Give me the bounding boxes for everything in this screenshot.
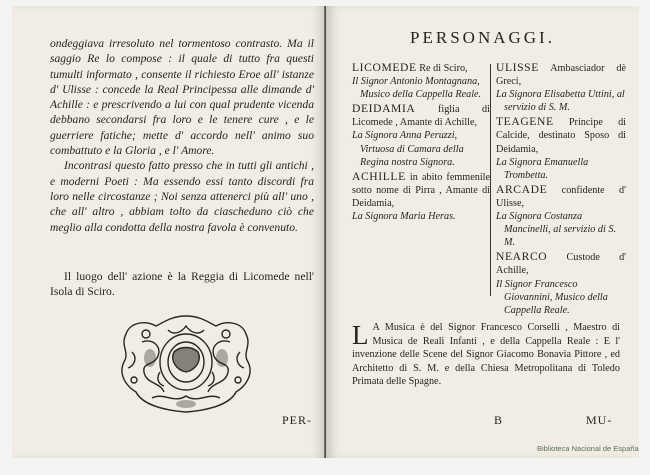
- role-name: [496, 115, 626, 155]
- drop-cap: L: [352, 320, 369, 350]
- role-caps: LICOMEDE: [352, 61, 417, 74]
- cast-entry: [496, 61, 626, 114]
- singer-name: Il Signor Antonio Montagnana, Musico della Cappella Reale.: [352, 76, 482, 101]
- role-description: Principe di Calcide, destinato Sposo di Deidamia,: [496, 117, 626, 155]
- page-title: PERSONAGGI.: [410, 28, 555, 47]
- singer-name: La Signora Emanuella Trombetta.: [496, 156, 589, 181]
- role-name: [352, 102, 490, 129]
- role-caps: ULISSE: [496, 61, 539, 74]
- catchword-right: MU-: [586, 413, 613, 427]
- role-name: [496, 183, 626, 210]
- paragraph-2: Incontrasi questo fatto presso che in tutti gli antichi , e moderni Poeti : Ma essendo essi tanto discordi fra loro nelle circostanze ; Noi senza attenerci più all' uno , che all' altro , abbiam tolto da ciascheduno ciò che meglio alla condotta della nostra favola è convenuto.: [50, 159, 314, 234]
- role-description: Custode d' Achille,: [496, 252, 626, 277]
- singer-name: La Signora Elisabetta Uttini, al servizio di S. M.: [496, 89, 625, 114]
- narrative-text: [50, 36, 314, 235]
- left-page: [12, 6, 326, 458]
- singer-name: La Signora Maria Heras.: [352, 211, 456, 223]
- catchword-left: PER-: [282, 413, 313, 427]
- role-description: Ambasciador dè Greci,: [496, 63, 626, 88]
- role-name: [352, 61, 490, 75]
- role-name: [496, 250, 626, 277]
- role-description: Re di Sciro,: [416, 63, 468, 74]
- role-caps: DEIDAMIA: [352, 102, 416, 116]
- role-caps: NEARCO: [496, 250, 548, 264]
- role-description: in abito femmenile sotto nome di Pirra , Amante di Deidamia,: [352, 171, 490, 209]
- setting-text: Il luogo dell' azione è la Reggia di Licomede nell' Isola di Sciro.: [50, 270, 314, 299]
- role-description: confidente d' Ulisse,: [496, 184, 626, 209]
- role-caps: ARCADE: [496, 182, 548, 196]
- ornament-vignette: [112, 312, 260, 416]
- cast-entry: [496, 250, 626, 316]
- credits-paragraph: [352, 321, 620, 389]
- role-caps: ACHILLE: [352, 169, 406, 183]
- cast-column-left: [352, 61, 490, 224]
- paragraph-1: ondeggiava irresoluto nel tormentoso contrasto. Ma il saggio Re lo compose : il quale di tutto fra questi tumulti informato , consente il richiesto Eroe all' istanze d' Ulisse : concede la Real Principessa alle dimande d' Achille : e prescrivendo a lui con qual prudente vicenda debbano secondarsi fra loro e le tenere cure , e le guerriere fatiche; mette d' accordo nell' animo suo combattuto e la Gloria , e l' Amore.: [50, 37, 314, 158]
- cast-entry: [496, 115, 626, 181]
- column-divider: [490, 64, 491, 296]
- cast-entry: [352, 170, 490, 223]
- role-caps: TEAGENE: [496, 115, 554, 129]
- cast-entry: [352, 102, 490, 168]
- signature-mark: B: [494, 413, 504, 427]
- cast-column-right: [496, 61, 626, 318]
- credits-text: A Musica è del Signor Francesco Corselli , Maestro di Musica de Reali Infanti , e della Cappella Reale : E l' invenzione delle Scene del Signor Giacomo Bonavia Pittore , ed Architetto di S. M. e della Chiesa Metropolitana di Toledo Primata delle Spagne.: [352, 322, 620, 388]
- cast-entry: [352, 61, 490, 101]
- role-name: [352, 170, 490, 210]
- role-name: [496, 61, 626, 88]
- singer-name: La Signora Anna Peruzzi, Virtuosa di Camara della Regina nostra Signora.: [352, 130, 464, 168]
- library-watermark: Biblioteca Nacional de España: [537, 444, 639, 453]
- cast-entry: [496, 183, 626, 249]
- right-page: [326, 6, 639, 458]
- singer-name: Il Signor Francesco Giovannini, Musico della Cappella Reale.: [496, 278, 608, 316]
- singer-name: La Signora Costanza Mancinelli, al servizio di S. M.: [496, 211, 617, 249]
- role-description: figlia di Licomede , Amante di Achille,: [352, 104, 490, 129]
